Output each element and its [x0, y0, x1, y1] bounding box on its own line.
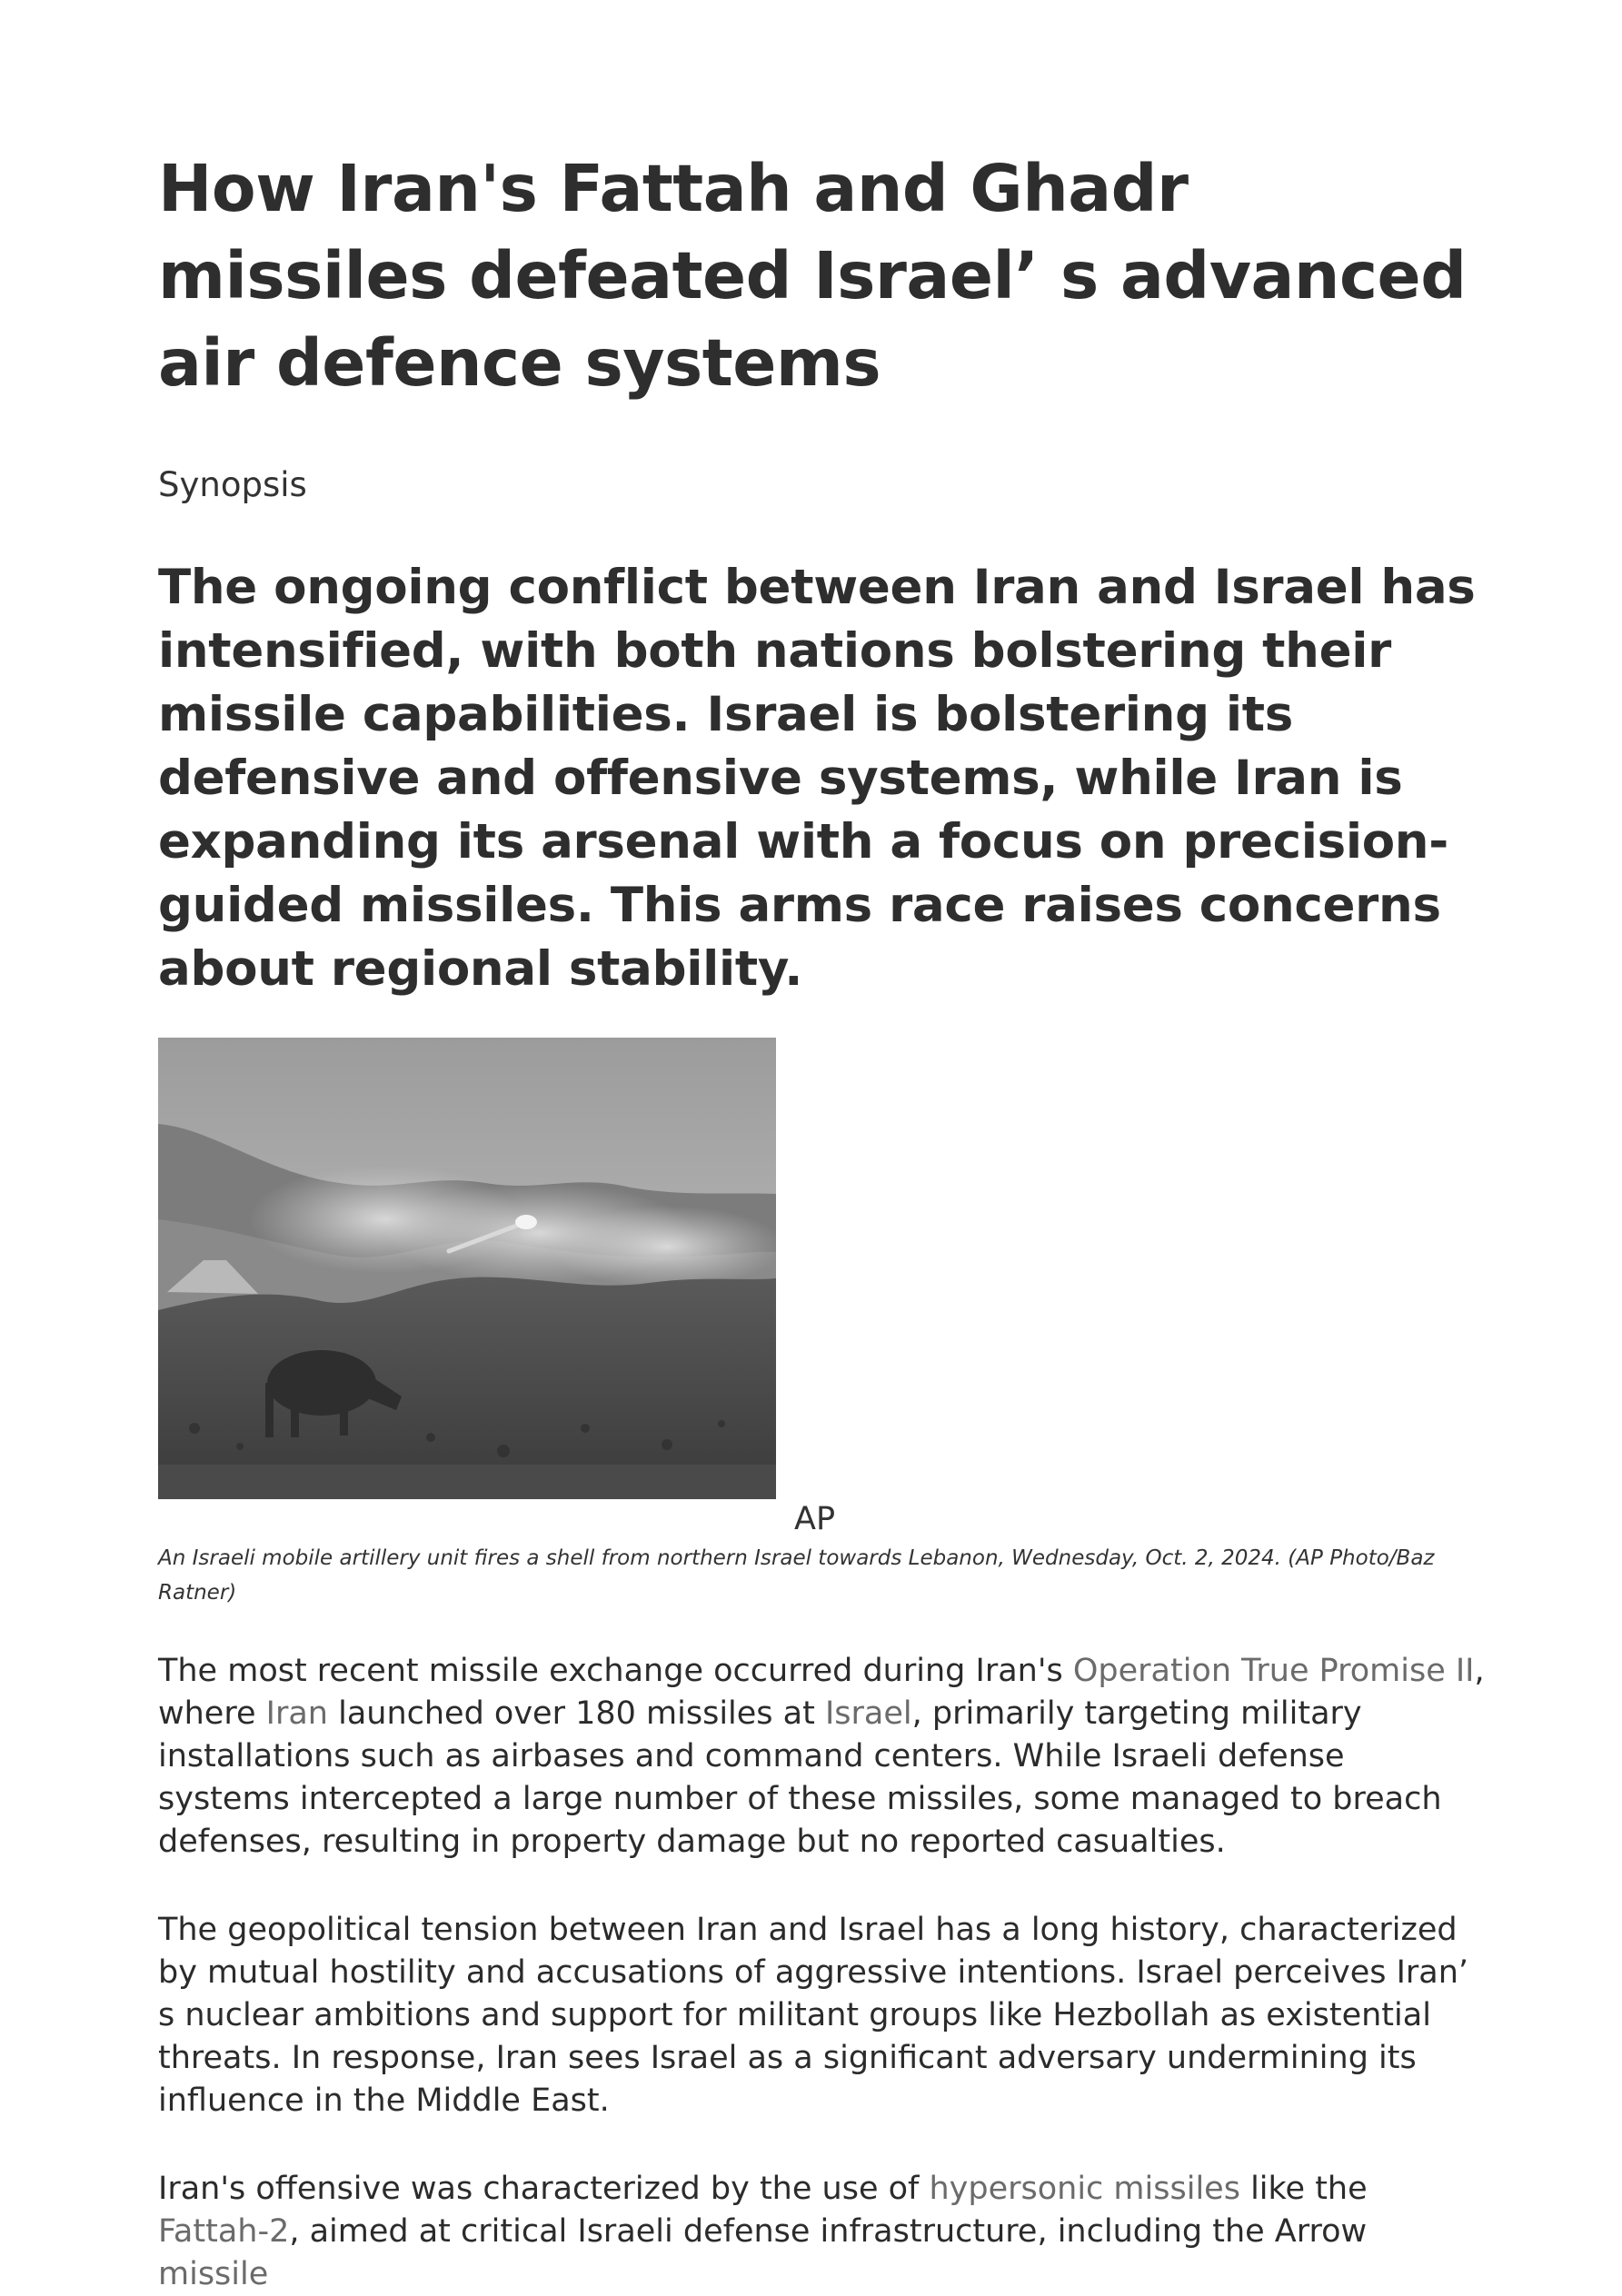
link-missile[interactable]: missile — [158, 2256, 269, 2292]
article-figure — [158, 1038, 1485, 1536]
paragraph-2: The geopolitical tension between Iran and Israel has a long history, characterized by mutual hostility and accusations of aggressive intentions. Israel perceives Iran’ s nuclear ambitions and support for militant groups like Hezbollah as existential threats. In response, Iran sees Israel as a significant adversary undermining its influence in the Middle East. — [158, 1912, 1469, 2119]
paragraph-1-text-c: launched over 180 missiles at — [327, 1695, 825, 1732]
paragraph-3-text-a: Iran's offensive was characterized by the use of — [158, 2171, 930, 2207]
synopsis-text: The ongoing conflict between Iran and Israel has intensified, with both nations bolstering their missile capabilities. Israel is bolstering its defensive and offensive systems, while Iran is expanding its arsenal with a focus on precision-guided missiles. This arms race raises concerns about regional stability. — [158, 560, 1476, 997]
article — [158, 145, 1485, 2296]
photo-credit: AP — [794, 1501, 836, 1537]
paragraph-1-text-a: The most recent missile exchange occurred during Iran's — [158, 1653, 1073, 1689]
link-fattah-2[interactable]: Fattah-2 — [158, 2213, 290, 2250]
article-headline: How Iran's Fattah and Ghadr missiles defeated Israel’ s advanced air defence systems — [158, 151, 1467, 401]
paragraph-3-text-b: like the — [1239, 2171, 1368, 2207]
link-operation-true-promise[interactable]: Operation True Promise II — [1072, 1653, 1475, 1689]
paragraph-1-text-d: , primarily targeting military installations such as airbases and command centers. While Israeli defense systems intercepted a large number of these missiles, some managed to breach defenses, resulting in property damage but no reported casualties. — [158, 1695, 1442, 1860]
paragraph-3 — [158, 2168, 1485, 2296]
link-iran[interactable]: Iran — [265, 1695, 328, 1732]
paragraph-1 — [158, 1650, 1485, 1864]
link-hypersonic-missiles[interactable]: hypersonic missiles — [929, 2171, 1240, 2207]
paragraph-3-text-c: , aimed at critical Israeli defense infrastructure, including the Arrow — [289, 2213, 1368, 2250]
paragraph-1-text-b: , where — [158, 1653, 1485, 1732]
photo-caption: An Israeli mobile artillery unit fires a shell from northern Israel towards Lebanon, Wednesday, Oct. 2, 2024. (AP Photo/Baz Ratner) — [158, 1546, 1435, 1605]
synopsis-label: Synopsis — [158, 465, 307, 504]
article-photo — [158, 1038, 776, 1499]
link-israel[interactable]: Israel — [824, 1695, 912, 1732]
